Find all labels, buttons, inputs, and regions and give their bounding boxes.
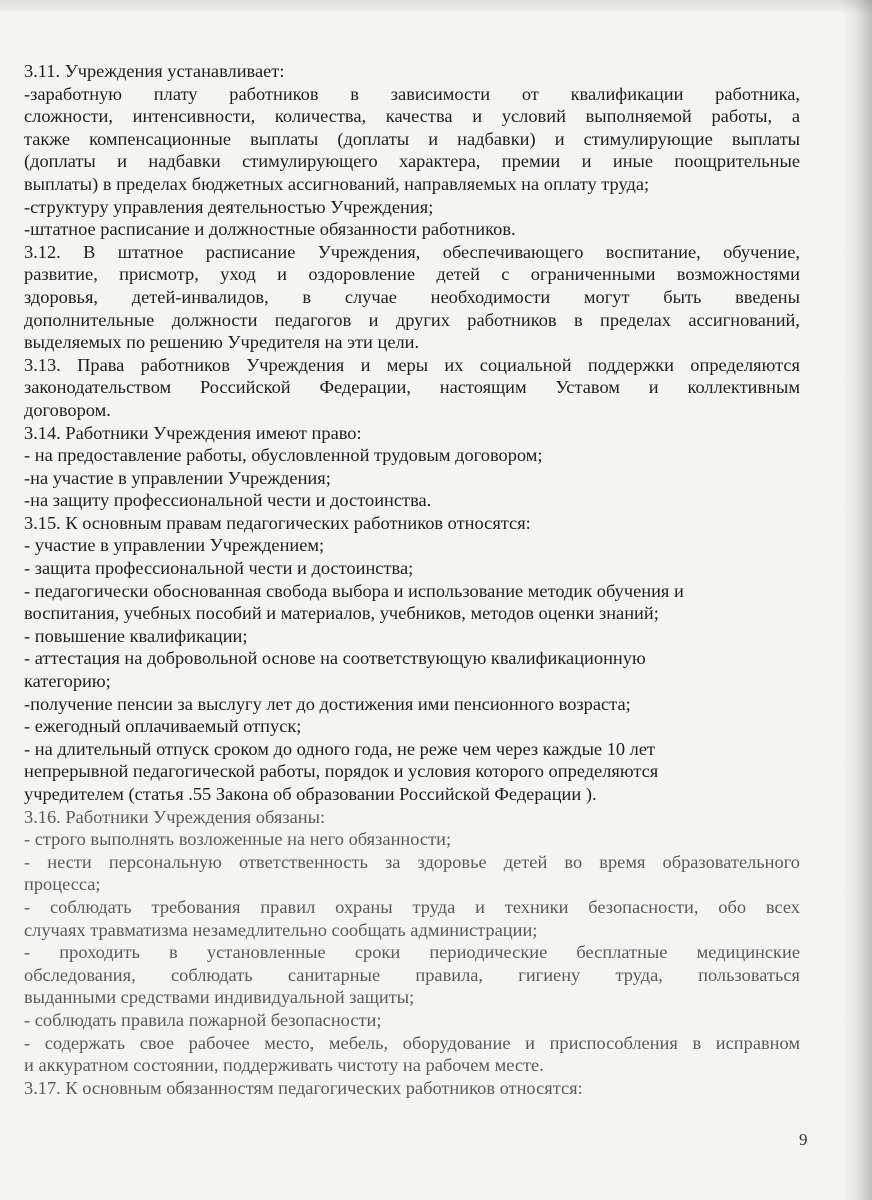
text-line: выплаты) в пределах бюджетных ассигнований, направляемых на оплату труда; (24, 173, 650, 194)
document-body (24, 60, 800, 1099)
text-line: - педагогически обоснованная свобода выбора и использование методик обучения и (24, 580, 684, 601)
text-line: и аккуратном состоянии, поддерживать чистоту на рабочем месте. (24, 1055, 544, 1076)
text-line: категорию; (24, 671, 111, 692)
text-line: -получение пенсии за выслугу лет до достижения ими пенсионного возраста; (24, 693, 631, 714)
text-line: -структуру управления деятельностью Учреждения; (24, 196, 434, 217)
text-line: выделяемых по решению Учредителя на эти цели. (24, 332, 420, 353)
text-line: - нести персональную ответственность за здоровье детей во время образовательного (24, 851, 800, 872)
text-line: - на предоставление работы, обусловленной трудовым договором; (24, 445, 543, 466)
text-line: - на длительный отпуск сроком до одного года, не реже чем через каждые 10 лет (24, 738, 656, 759)
page-number: 9 (799, 1130, 808, 1149)
page-top-shadow (0, 0, 872, 14)
text-line: - ежегодный оплачиваемый отпуск; (24, 716, 302, 737)
page-edge-shadow (842, 0, 872, 1200)
text-line: 3.13. Права работников Учреждения и меры их социальной поддержки определяются (24, 354, 800, 375)
text-line: дополнительные должности педагогов и других работников в пределах ассигнований, (24, 309, 800, 330)
text-line: 3.16. Работники Учреждения обязаны: (24, 806, 326, 827)
text-line: 3.11. Учреждения устанавливает: (24, 61, 285, 81)
text-line: сложности, интенсивности, количества, качества и условий выполняемой работы, а (24, 106, 800, 127)
text-line: - повышение квалификации; (24, 625, 248, 646)
text-line: развитие, присмотр, уход и оздоровление детей с ограниченными возможностями (24, 264, 800, 285)
text-line: - соблюдать правила пожарной безопасности; (24, 1009, 382, 1030)
text-line: непрерывной педагогической работы, порядок и условия которого определяются (24, 761, 659, 782)
text-line: 3.12. В штатное расписание Учреждения, обеспечивающего воспитание, обучение, (24, 241, 800, 262)
text-line: - проходить в установленные сроки периодические бесплатные медицинские (24, 942, 800, 963)
text-line: (доплаты и надбавки стимулирующего характера, премии и иные поощрительные (24, 151, 800, 172)
text-line: процесса; (24, 874, 101, 895)
text-line: 3.14. Работники Учреждения имеют право: (24, 422, 362, 443)
text-line: случаях травматизма незамедлительно сообщать администрации; (24, 919, 538, 940)
text-line: обследования, соблюдать санитарные правила, гигиену труда, пользоваться (24, 964, 800, 985)
text-line: - строго выполнять возложенные на него обязанности; (24, 829, 452, 850)
text-line: также компенсационные выплаты (доплаты и надбавки) и стимулирующие выплаты (24, 128, 800, 149)
text-line: здоровья, детей-инвалидов, в случае необходимости могут быть введены (24, 286, 800, 307)
text-line: - соблюдать требования правил охраны труда и техники безопасности, обо всех (24, 896, 800, 917)
text-line: законодательством Российской Федерации, настоящим Уставом и коллективным (24, 377, 800, 398)
text-line: 3.15. К основным правам педагогических работников относятся: (24, 512, 531, 533)
text-line: -на участие в управлении Учреждения; (24, 467, 331, 488)
text-line: - участие в управлении Учреждением; (24, 535, 325, 556)
text-line: - защита профессиональной чести и достоинства; (24, 558, 414, 579)
text-line: воспитания, учебных пособий и материалов, учебников, методов оценки знаний; (24, 603, 659, 624)
text-line: -на защиту профессиональной чести и достоинства. (24, 490, 432, 511)
text-line: учредителем (статья .55 Закона об образовании Российской Федерации ). (24, 784, 597, 804)
text-line: -штатное расписание и должностные обязанности работников. (24, 219, 516, 240)
text-line: договором. (24, 399, 111, 420)
text-line: - аттестация на добровольной основе на соответствующую квалификационную (24, 648, 646, 669)
text-line: выданными средствами индивидуальной защиты; (24, 987, 415, 1008)
text-line: - содержать свое рабочее место, мебель, оборудование и приспособления в исправном (24, 1032, 800, 1053)
text-line: 3.17. К основным обязанностям педагогических работников относятся: (24, 1077, 583, 1098)
text-line: -заработную плату работников в зависимости от квалификации работника, (24, 83, 800, 104)
